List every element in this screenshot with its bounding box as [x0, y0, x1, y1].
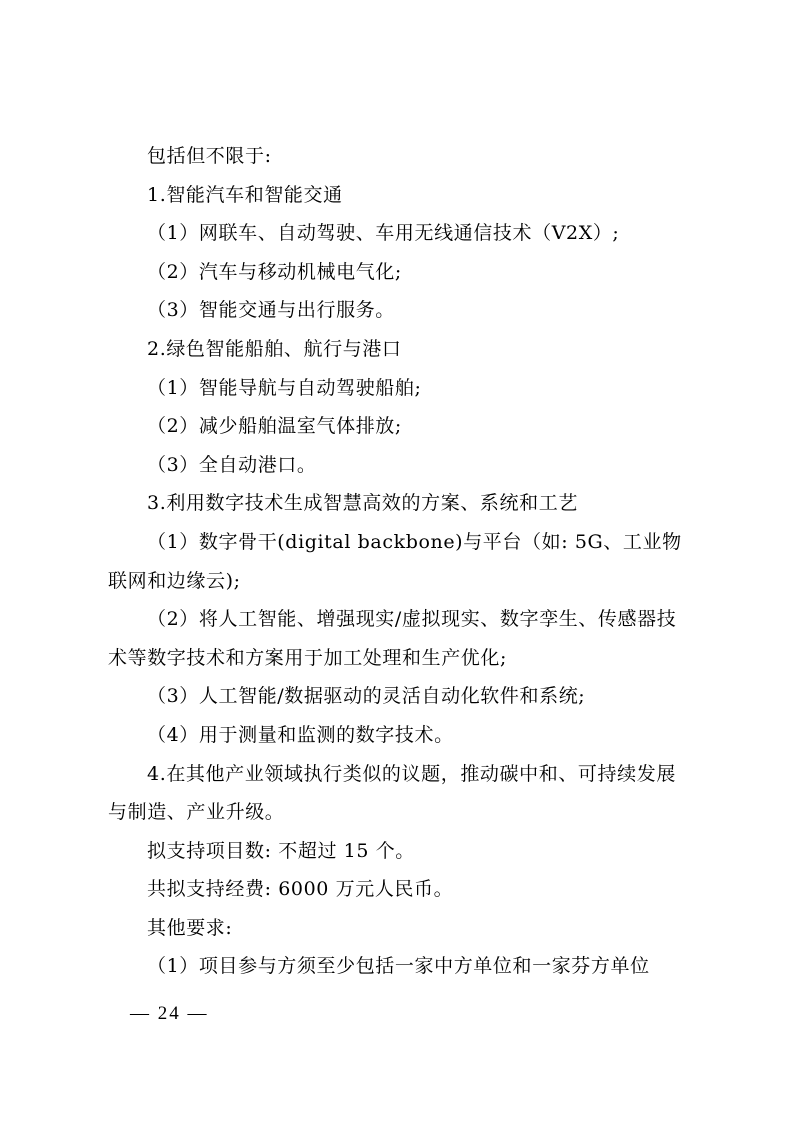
list-item: （2）汽车与移动机械电气化;	[147, 260, 402, 283]
list-item: （3）全自动港口。	[147, 453, 317, 476]
list-item: （3）智能交通与出行服务。	[147, 299, 395, 322]
heading-green-shipping: 2.绿色智能船舶、航行与港口	[147, 337, 402, 360]
list-item: （3）人工智能/数据驱动的灵活自动化软件和系统;	[147, 685, 586, 708]
paragraph-scope-intro: 包括但不限于:	[147, 145, 272, 167]
requirement-item: （1）项目参与方须至少包括一家中方单位和一家芬方单位	[147, 955, 650, 978]
heading-digital-technology: 3.利用数字技术生成智慧高效的方案、系统和工艺	[147, 492, 578, 515]
project-count: 拟支持项目数: 不超过 15 个。	[147, 839, 415, 862]
heading-smart-vehicles: 1.智能汽车和智能交通	[147, 183, 343, 206]
page-number: — 24 —	[130, 1003, 209, 1024]
funding-amount: 共拟支持经费: 6000 万元人民币。	[147, 878, 454, 901]
list-item: （4）用于测量和监测的数字技术。	[147, 723, 454, 746]
list-item: （1）智能导航与自动驾驶船舶;	[147, 376, 422, 399]
list-item: （1）数字骨干(digital backbone)与平台（如: 5G、工业物联网和边缘云);	[108, 530, 682, 592]
heading-other-industries: 4.在其他产业领域执行类似的议题，推动碳中和、可持续发展与制造、产业升级。	[108, 762, 676, 824]
list-item: （1）网联车、自动驾驶、车用无线通信技术（V2X）;	[147, 222, 620, 245]
list-item: （2）将人工智能、增强现实/虚拟现实、数字孪生、传感器技术等数字技术和方案用于加工处理和生产优化;	[108, 608, 677, 669]
document-body	[108, 137, 688, 986]
list-item: （2）减少船舶温室气体排放;	[147, 415, 402, 438]
other-requirements-heading: 其他要求:	[147, 916, 233, 939]
